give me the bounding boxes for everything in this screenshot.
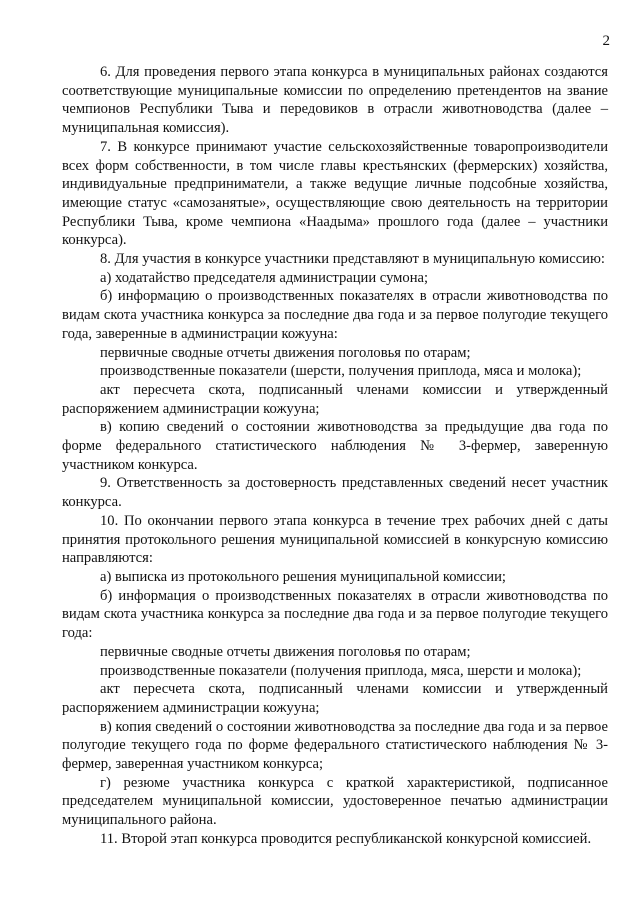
paragraph: первичные сводные отчеты движения поголовья по отарам; (100, 344, 471, 361)
paragraph: акт пересчета скота, подписанный членами комиссии и утвержденный распоряжением администрации кожууна; (62, 381, 608, 417)
paragraph: 7. В конкурсе принимают участие сельскохозяйственные товаропроизводители всех форм собственности, в том числе главы крестьянских (фермерских) хозяйства, индивидуальные предприниматели, а также ведущие личные подсобные хозяйства, имеющие статус «самозанятые», осуществляющие свою деятельность на территории Республики Тыва, кроме чемпиона «Наадыма» прошлого года (далее – участники конкурса). (62, 138, 608, 249)
paragraph: производственные показатели (шерсти, получения приплода, мяса и молока); (100, 363, 582, 380)
paragraph: в) копию сведений о состоянии животноводства за предыдущие два года по форме федерального статистического наблюдения № 3-фермер, заверенную участником конкурса. (62, 419, 608, 473)
paragraph: в) копия сведений о состоянии животноводства за последние два года и за первое полугодие текущего года по форме федерального статистического наблюдения № 3-фермер, заверенная участником конкурса; (62, 718, 608, 773)
paragraph: первичные сводные отчеты движения поголовья по отарам; (100, 643, 471, 660)
paragraph: г) резюме участника конкурса с краткой характеристикой, подписанное председателем муниципальной комиссии, удостоверенное печатью администрации муниципального района. (62, 774, 608, 829)
paragraph: 11. Второй этап конкурса проводится республиканской конкурсной комиссией. (100, 830, 592, 847)
paragraph: 8. Для участия в конкурсе участники представляют в муниципальную комиссию: (100, 251, 605, 268)
paragraph: 6. Для проведения первого этапа конкурса в муниципальных районах создаются соответствующие муниципальные комиссии по определению претендентов на звание чемпионов Республики Тыва и передовиков в отрасли животноводства (далее – муниципальная комиссия). (62, 64, 608, 137)
paragraph: б) информацию о производственных показателях в отрасли животноводства по видам скота участника конкурса за последние два года и за первое полугодие текущего года, заверенные в администрации кожууна: (62, 288, 608, 342)
paragraph: производственные показатели (получения приплода, мяса, шерсти и молока); (100, 662, 582, 679)
paragraph: 9. Ответственность за достоверность представленных сведений несет участник конкурса. (62, 475, 608, 511)
page-number: 2 (602, 33, 610, 49)
paragraph: а) ходатайство председателя администрации сумона; (100, 269, 429, 286)
document-body (62, 63, 608, 849)
paragraph: акт пересчета скота, подписанный членами комиссии и утвержденный распоряжением администрации кожууна; (62, 681, 608, 716)
paragraph: 10. По окончании первого этапа конкурса в течение трех рабочих дней с даты принятия протокольного решения муниципальной комиссией в конкурсную комиссию направляются: (62, 512, 608, 567)
paragraph: а) выписка из протокольного решения муниципальной комиссии; (100, 568, 506, 585)
paragraph: б) информация о производственных показателях в отрасли животноводства по видам скота участника конкурса за последние два года и за первое полугодие текущего года: (62, 587, 608, 642)
